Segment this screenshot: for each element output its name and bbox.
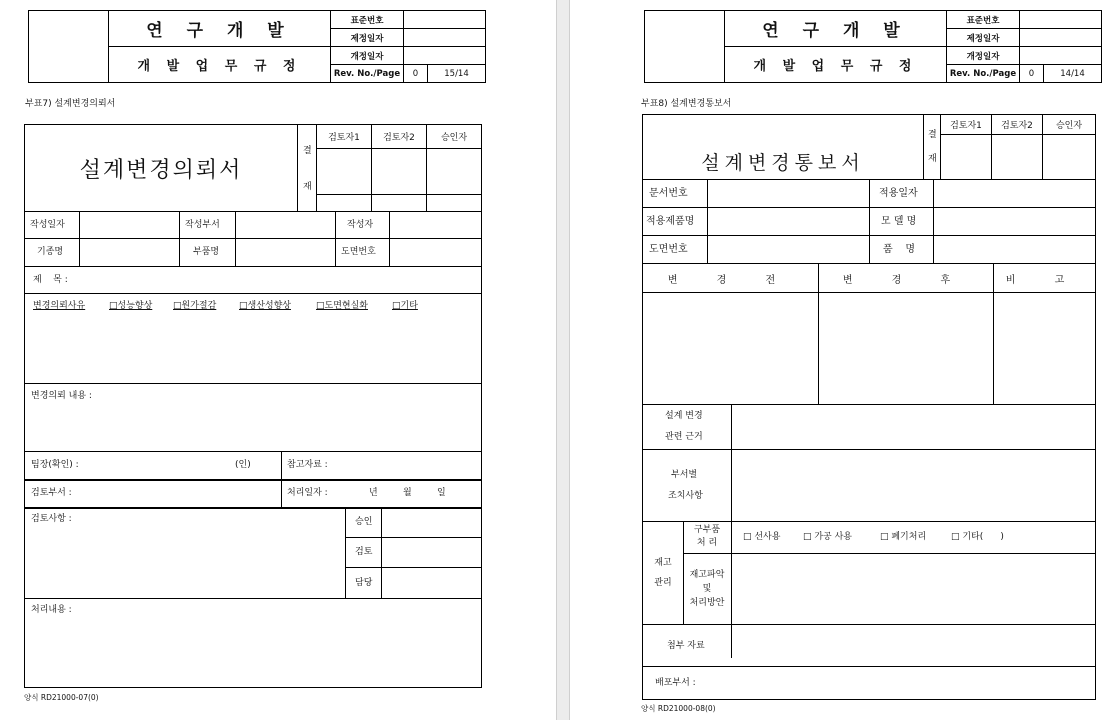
approval-col-reviewer2: 검토자2: [372, 125, 427, 149]
handling-option-other: □ 기타( ): [951, 532, 1004, 542]
label-inventory-management: 재고 관리: [654, 557, 672, 588]
change-request-form: [24, 124, 482, 688]
label-dept-action-line1: 부서별: [671, 470, 698, 480]
label-model: 모 델 명: [881, 216, 917, 227]
label-distribution: 배포부서 :: [655, 678, 696, 688]
approval-sign-1: [317, 149, 372, 211]
label-established-date: 제정일자: [331, 29, 404, 47]
handling-option-use-first: □ 선사용: [743, 532, 781, 542]
page-right: [570, 0, 1118, 720]
approval-side-bottom: 재: [303, 182, 312, 192]
reason-option-productivity: □생산성향상: [239, 301, 291, 311]
form-caption: 부표8) 설계변경통보서: [641, 99, 732, 109]
approval-side: [297, 125, 317, 211]
label-subject: 제 목 :: [33, 275, 68, 285]
label-reference: 참고자료 :: [287, 460, 328, 470]
approval-side-bottom: 재: [928, 154, 937, 164]
approval-col-approver: 승인자: [1043, 115, 1095, 135]
col-after-change: 변 경 후: [842, 274, 969, 286]
label-team-leader: 팀장(확인) :: [31, 460, 79, 470]
form-title: 설계변경의뢰서: [79, 157, 243, 183]
reason-option-other: □기타: [392, 301, 418, 311]
handling-option-rework: □ 가공 사용: [803, 532, 853, 542]
label-process-content: 처리내용 :: [31, 605, 72, 615]
label-revised-date: 개정일자: [331, 47, 404, 65]
label-standard-no: 표준번호: [947, 11, 1020, 29]
doc-header: [644, 10, 1102, 83]
sign-row-review: 검토: [355, 547, 373, 557]
approval-col-reviewer1: 검토자1: [317, 125, 372, 149]
form-footer: 양식 RD21000-07(0): [24, 693, 99, 702]
value-rev: 0: [404, 65, 428, 82]
header-sub-title: 개 발 업 무 규 정: [109, 47, 331, 82]
form-caption: 부표7) 설계변경의뢰서: [25, 99, 116, 109]
label-inventory-plan: 재고파악 및 처리방안: [689, 569, 725, 608]
approval-sign-2: [372, 149, 427, 211]
label-standard-no: 표준번호: [331, 11, 404, 29]
sign-row-approve: 승인: [355, 517, 373, 527]
label-attachments: 첨부 자료: [667, 641, 705, 651]
label-request-content: 변경의뢰 내용 :: [31, 391, 92, 401]
change-notice-form: [642, 114, 1096, 700]
reason-option-cost: □원가절감: [173, 301, 217, 311]
label-written-date: 작성일자: [30, 220, 65, 230]
col-remarks: 비 고: [1005, 274, 1083, 286]
label-basis-line2: 관련 근거: [665, 432, 703, 442]
label-writer: 작성자: [347, 220, 374, 230]
label-item-name: 품 명: [883, 244, 916, 255]
form-title: 설계변경통보서: [701, 151, 865, 174]
reason-option-drawing: □도면현실화: [316, 301, 368, 311]
approval-col-reviewer2: 검토자2: [992, 115, 1043, 135]
form-footer: 양식 RD21000-08(0): [641, 704, 716, 713]
value-revised-date: [1020, 47, 1101, 65]
value-standard-no: [404, 11, 485, 29]
label-written-dept: 작성부서: [185, 220, 220, 230]
label-drawing-no: 도면번호: [649, 244, 688, 255]
value-rev: 0: [1020, 65, 1044, 82]
col-before-change: 변 경 전: [667, 274, 794, 286]
label-revised-date: 개정일자: [947, 47, 1020, 65]
page-left: [0, 0, 556, 720]
logo-cell: [645, 11, 725, 82]
value-standard-no: [1020, 11, 1101, 29]
value-established-date: [404, 29, 485, 47]
label-review-dept: 검토부서 :: [31, 488, 72, 498]
approval-side-top: 결: [303, 146, 312, 156]
approval-side: [923, 115, 941, 179]
handling-option-dispose: □ 폐기처리: [880, 532, 927, 542]
label-process-date: 처리일자 :: [287, 488, 328, 498]
approval-col-reviewer1: 검토자1: [941, 115, 992, 135]
sign-row-charge: 담당: [355, 578, 373, 588]
logo-cell: [29, 11, 109, 82]
label-established-date: 제정일자: [947, 29, 1020, 47]
label-model: 기종명: [37, 247, 64, 257]
value-page: 15/14: [444, 68, 469, 79]
header-main-title: 연 구 개 발: [109, 11, 331, 47]
approval-date-line: [317, 194, 481, 195]
value-revised-date: [404, 47, 485, 65]
date-unit-year: 년: [369, 488, 378, 498]
page-separator: [556, 0, 570, 720]
value-page: 14/14: [1060, 68, 1085, 79]
seal-mark: (인): [235, 460, 251, 470]
approval-side-top: 결: [928, 130, 937, 140]
label-doc-no: 문서번호: [649, 188, 688, 199]
label-part: 부품명: [193, 247, 220, 257]
header-main-title: 연 구 개 발: [725, 11, 947, 47]
label-dept-action-line2: 조치사항: [668, 491, 703, 501]
doc-header: [28, 10, 486, 83]
value-established-date: [1020, 29, 1101, 47]
date-unit-month: 월: [403, 488, 412, 498]
label-rev-page: Rev. No./Page: [331, 65, 404, 82]
label-old-part-handling: 구부품 처 리: [693, 525, 721, 548]
label-change-reason: 변경의뢰사유: [33, 301, 86, 311]
label-basis-line1: 설계 변경: [665, 411, 703, 421]
label-rev-page: Rev. No./Page: [947, 65, 1020, 82]
approval-col-approver: 승인자: [427, 125, 481, 149]
header-sub-title: 개 발 업 무 규 정: [725, 47, 947, 82]
reason-option-performance: □성능향상: [109, 301, 153, 311]
date-unit-day: 일: [437, 488, 446, 498]
label-apply-product: 적용제품명: [646, 216, 695, 227]
label-drawing-no: 도면번호: [341, 247, 376, 257]
label-review-items: 검토사항 :: [31, 514, 72, 524]
label-apply-date: 적용일자: [879, 188, 918, 199]
